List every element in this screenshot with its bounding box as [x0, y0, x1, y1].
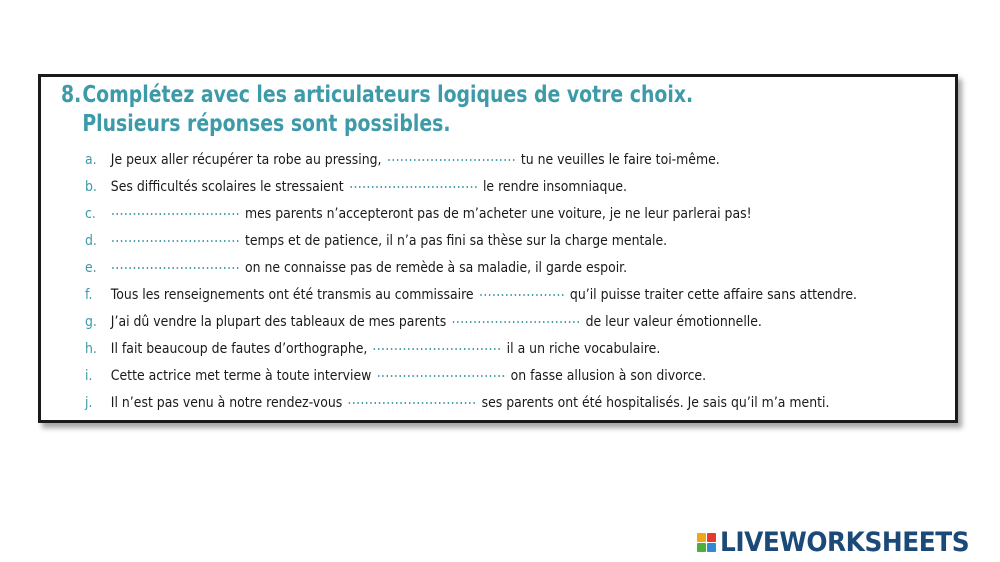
title-line-2: Plusieurs réponses sont possibles.: [82, 111, 451, 137]
item-letter: f.: [85, 287, 93, 303]
answer-blank[interactable]: [111, 240, 240, 242]
exercise-item-g: [85, 309, 857, 336]
item-text-before: Ses difficultés scolaires le stressaient: [110, 179, 344, 195]
answer-blank[interactable]: [451, 321, 580, 323]
exercise-items: [85, 147, 983, 417]
item-letter: j.: [85, 395, 93, 411]
exercise-item-a: [85, 147, 857, 174]
exercise-item-f: [85, 282, 857, 309]
item-letter: i.: [85, 368, 93, 384]
item-text-after: tu ne veuilles le faire toi-même.: [520, 152, 720, 168]
item-text-before: Je peux aller récupérer ta robe au pressing,: [110, 152, 382, 168]
exercise-item-b: [85, 174, 857, 201]
item-text-after: qu’il puisse traiter cette affaire sans attendre.: [569, 287, 857, 303]
item-letter: c.: [85, 206, 96, 222]
answer-blank[interactable]: [111, 267, 240, 269]
item-letter: a.: [85, 152, 97, 168]
item-text-before: J’ai dû vendre la plupart des tableaux de mes parents: [110, 314, 447, 330]
item-letter: d.: [85, 233, 97, 249]
item-letter: h.: [85, 341, 97, 357]
exercise-item-j: [85, 390, 857, 417]
exercise-box: [38, 74, 958, 423]
exercise-item-i: [85, 363, 857, 390]
answer-blank[interactable]: [376, 375, 505, 377]
item-text-after: mes parents n’accepteront pas de m’acheter une voiture, je ne leur parlerai pas!: [244, 206, 752, 222]
answer-blank[interactable]: [387, 159, 516, 161]
exercise-item-d: [85, 228, 857, 255]
item-text-after: on ne connaisse pas de remède à sa maladie, il garde espoir.: [244, 260, 628, 276]
title-line-1: Complétez avec les articulateurs logiques de votre choix.: [82, 82, 694, 108]
item-text-before: Tous les renseignements ont été transmis au commissaire: [110, 287, 474, 303]
item-text-after: de leur valeur émotionnelle.: [585, 314, 762, 330]
item-text-before: Il fait beaucoup de fautes d’orthographe,: [110, 341, 368, 357]
item-text-after: il a un riche vocabulaire.: [506, 341, 661, 357]
liveworksheets-logo[interactable]: [697, 527, 991, 557]
exercise-item-e: [85, 255, 857, 282]
item-text-before: Cette actrice met terme à toute interview: [110, 368, 372, 384]
exercise-item-h: [85, 336, 857, 363]
logo-text: LIVEWORKSHEETS: [720, 526, 970, 558]
item-letter: g.: [85, 314, 97, 330]
item-letter: b.: [85, 179, 97, 195]
item-letter: e.: [85, 260, 97, 276]
item-text-after: on fasse allusion à son divorce.: [510, 368, 707, 384]
liveworksheets-logo-icon: [697, 533, 716, 552]
item-text-before: Il n’est pas venu à notre rendez-vous: [110, 395, 343, 411]
answer-blank[interactable]: [479, 294, 565, 296]
answer-blank[interactable]: [111, 213, 240, 215]
exercise-number: 8.: [61, 82, 82, 108]
answer-blank[interactable]: [373, 348, 502, 350]
answer-blank[interactable]: [347, 402, 476, 404]
exercise-item-c: [85, 201, 857, 228]
item-text-after: le rendre insomniaque.: [482, 179, 628, 195]
item-text-after: ses parents ont été hospitalisés. Je sais qu’il m’a menti.: [481, 395, 830, 411]
item-text-after: temps et de patience, il n’a pas fini sa thèse sur la charge mentale.: [244, 233, 668, 249]
answer-blank[interactable]: [349, 186, 478, 188]
exercise-title: [61, 81, 693, 139]
